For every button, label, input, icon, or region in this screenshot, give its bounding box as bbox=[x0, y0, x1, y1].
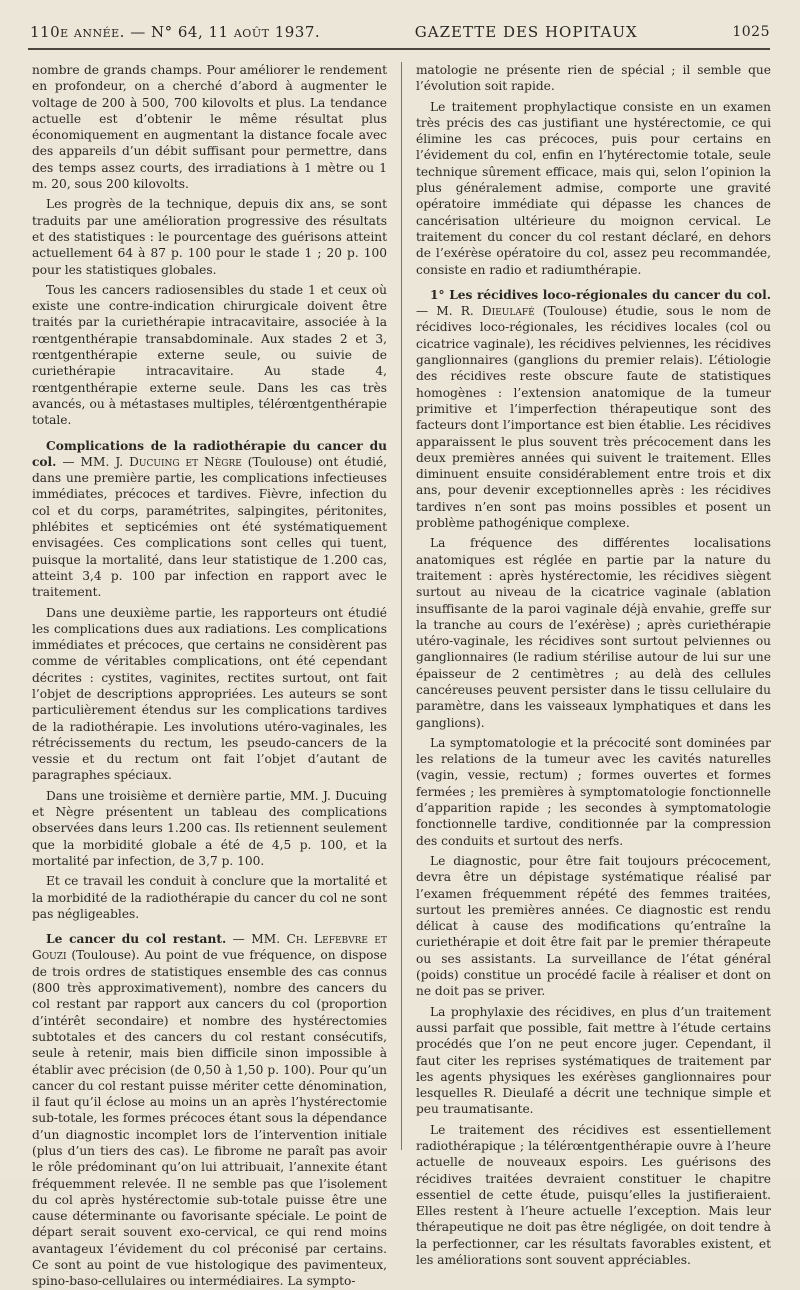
section-authors: R. Dieulafé bbox=[460, 304, 535, 319]
paragraph: Tous les cancers radiosensibles du stade 1 et ceux où existe une contre-indication chirurgicale doivent être traités par la curiethérapie intracavitaire, associée à la rœntgenthérapie transabdominale. Aux stades 2 et 3, rœntgenthérapie externe seule, ou suivie de curiethérapie intracavitaire. Au stade 4, rœntgenthérapie externe seule. Dans les cas très avancés, ou à métastases multiples, télérœntgenthérapie totale. bbox=[32, 282, 387, 428]
section-recidives bbox=[416, 287, 771, 531]
paragraph: Dans une deuxième partie, les rapporteurs ont étudié les complications dues aux radiations. Les complications immédiates et précoces, que certains ne considèrent pas comme de véritables complications, ont été cependant décrites : cystites, vaginites, rectites surtout, ont fait l’objet de descriptions appropriées. Les auteurs se sont particulièrement étendus sur les complications tardives de la radiothérapie. Les involutions utéro-vaginales, les rétrécissements du rectum, les pseudo-cancers de la vessie et du rectum ont fait l’objet d’autant de paragraphes spéciaux. bbox=[32, 605, 387, 783]
paragraph: Le traitement des récidives est essentiellement radiothérapique ; la télérœntgenthérapie ouvre à l’heure actuelle de nouveaux espoirs. Les guérisons des récidives traitées devraient constituer le chapitre essentiel de cette étude, puisqu’elles la justifieraient. Elles restent à l’heure actuelle l’exception. Mais leur thérapeutique ne doit pas être négligée, on doit tendre à la perfectionner, car les résultats favorables existent, et les améliorations sont souvent appréciables. bbox=[416, 1122, 771, 1268]
section-title: Le cancer du col restant. bbox=[46, 932, 227, 947]
section-authors: J. Ducuing et Nègre bbox=[115, 454, 242, 469]
right-column bbox=[416, 62, 771, 1268]
section-title: 1° Les récidives loco-régionales du cancer du col. bbox=[430, 287, 771, 302]
section-text: (Toulouse). Au point de vue fréquence, on dispose de trois ordres de statistiques ensemble des cas connus (800 très approximativement), nombre des cancers du col restant par rapport aux cancers du col (proportion d’intérêt secondaire) et nombre des hystérectomies subtotales et des cancers du col restant consécutifs, seule à retenir, mais bien difficile sinon impossible à établir avec précision (de 0,50 à 1,50 p. 100). Pour qu’un cancer du col restant puisse mériter cette dénomination, il faut qu’il éclose au moins un an après l’hystérectomie sub-totale, les formes précoces étant sous la dépendance d’un diagnostic incomplet lors de l’intervention initiale (plus d’un tiers des cas). Le fibrome ne paraît pas avoir le rôle prédominant qu’on lui attribuait, l’annexite étant fréquemment relevée. Il ne semble pas que l’isolement du col après hystérectomie sub-totale puisse être une cause déterminante ou favorisante spéciale. Le point de départ serait souvent exo-cervical, ce qui rend moins avantageux l’évidement du col préconisé par certains. Ce sont au point de vue histologique des pavimenteux, spino-baso-cellulaires ou intermédiaires. La sympto- bbox=[32, 948, 387, 1289]
section-dash: — MM. bbox=[226, 932, 287, 947]
journal-title: GAZETTE DES HOPITAUX bbox=[414, 23, 638, 41]
page-header bbox=[30, 18, 770, 46]
paragraph: Dans une troisième et dernière partie, MM. J. Ducuing et Nègre présentent un tableau des complications observées dans leurs 1.200 cas. Ils retiennent seulement que la morbidité globale a été de 4,5 p. 100, et la mortalité par infection, de 3,7 p. 100. bbox=[32, 788, 387, 868]
page-number: 1025 bbox=[732, 24, 770, 40]
paragraph: matologie ne présente rien de spécial ; il semble que l’évolution soit rapide. bbox=[416, 63, 771, 94]
paragraph: La symptomatologie et la précocité sont dominées par les relations de la tumeur avec les cavités naturelles (vagin, vessie, rectum) ; formes ouvertes et formes fermées ; les premières à symptomatologie fonctionnelle d’apparition rapide ; les secondes à symptomatologie fonctionnelle tardive, conditionnée par la compression des conduits et surtout des nerfs. bbox=[416, 735, 771, 848]
paragraph: Le traitement prophylactique consiste en un examen très précis des cas justifiant une hystérectomie, ce qui élimine les cas précoces, puis pour certains en l’évidement du col, enfin en l’hytérectomie totale, seule technique sûrement efficace, mais qui, selon l’opinion la plus généralement admise, comporte une gravité opératoire immédiate qui dépasse les chances de cancérisation ultérieure du moignon cervical. Le traitement du concer du col restant déclaré, en dehors de l’exérèse opératoire du col, assez peu recommandée, consiste en radio et radiumthérapie. bbox=[416, 99, 771, 277]
column-divider bbox=[401, 62, 402, 1150]
issue-info: 110e année. — N° 64, 11 août 1937. bbox=[30, 23, 321, 41]
section-dash: — MM. bbox=[56, 454, 116, 469]
section-text: (Toulouse) ont étudié, dans une première partie, les complications infectieuses immédiates, précoces et tardives. Fièvre, infection du col et du corps, paramétrites, salpingites, péritonites, phlébites et septicémies ont été systématiquement envisagées. Ces complications sont celles qui tuent, puisque la mortalité, dans leur statistique de 1.200 cas, atteint 3,4 p. 100 par infection en rapport avec le traitement. bbox=[32, 454, 387, 600]
paragraph: La fréquence des différentes localisations anatomiques est réglée en partie par la nature du traitement : après hystérectomie, les récidives siègent surtout au niveau de la cicatrice vaginale (ablation insuffisante de la paroi vaginale déjà envahie, greffe sur la tranche au cours de l’exérèse) ; après curiethérapie utéro-vaginale, les récidives sont surtout pelviennes ou ganglionnaires (le radium stérilise autour de lui sur une épaisseur de 2 centimètres ; au delà des cellules cancéreuses peuvent persister dans le tissu cellulaire du paramètre, dans les vaisseaux lymphatiques et dans les ganglions). bbox=[416, 536, 771, 730]
header-rule bbox=[28, 48, 770, 50]
section-authors: Ch. Lefebvre et Gouzi bbox=[32, 932, 387, 963]
section-col-restant bbox=[32, 931, 387, 1290]
section-title: Complications de la radiothérapie du cancer du col. bbox=[32, 438, 387, 469]
left-column bbox=[32, 62, 387, 1289]
paragraph: La prophylaxie des récidives, en plus d’un traitement aussi parfait que possible, fait mettre à l’étude certains procédés que l’on ne peut encore juger. Cependant, il faut citer les reprises systématiques de traitement par les agents physiques les exérèses ganglionnaires pour lesquelles R. Dieulafé a décrit une technique simple et peu traumatisante. bbox=[416, 1004, 771, 1117]
section-text: (Toulouse) étudie, sous le nom de récidives loco-régionales, les récidives locales (col ou cicatrice vaginale), les récidives pelviennes, les récidives ganglionnaires (ganglions du premier relais). L’étiologie des récidives reste obscure faute de statistiques homogènes : l’extension anatomique de la tumeur primitive et l’imperfection thérapeutique sont des facteurs dont l’importance est bien établie. Les récidives apparaissent le plus souvent très précocement dans les deux premières années qui suivent le traitement. Elles diminuent ensuite considérablement entre trois et dix ans, pour devenir exceptionnelles après : les récidives tardives n’en sont pas moins possibles et posent un problème pathogénique complexe. bbox=[416, 304, 771, 531]
paragraph: Et ce travail les conduit à conclure que la mortalité et la morbidité de la radiothérapie du cancer du col ne sont pas négligeables. bbox=[32, 874, 387, 921]
paragraph: Le diagnostic, pour être fait toujours précocement, devra être un dépistage systématique réalisé par l’examen fréquemment répété des femmes traitées, surtout les premières années. Ce diagnostic est rendu délicat à cause des modifications qu’entraîne la curiethérapie et doit être fait par le premier thérapeute ou ses assistants. La surveillance de l’état général (poids) constitue un procédé facile à réaliser et dont on ne doit pas se priver. bbox=[416, 853, 771, 999]
paragraph: nombre de grands champs. Pour améliorer le rendement en profondeur, on a cherché d’abord à augmenter le voltage de 200 à 500, 700 kilovolts et plus. La tendance actuelle est d’obtenir le même résultat plus économiquement en augmentant la distance focale avec des appareils d’un débit suffisant pour permettre, dans des temps assez courts, des irradiations à 1 mètre ou 1 m. 20, sous 200 kilovolts. bbox=[32, 63, 387, 192]
section-complications bbox=[32, 438, 387, 601]
section-dash: — M. bbox=[416, 304, 461, 319]
paragraph: Les progrès de la technique, depuis dix ans, se sont traduits par une amélioration progressive des résultats et des statistiques : le pourcentage des guérisons atteint actuellement 64 à 87 p. 100 pour le stade 1 ; 20 p. 100 pour les statistiques globales. bbox=[32, 197, 387, 277]
